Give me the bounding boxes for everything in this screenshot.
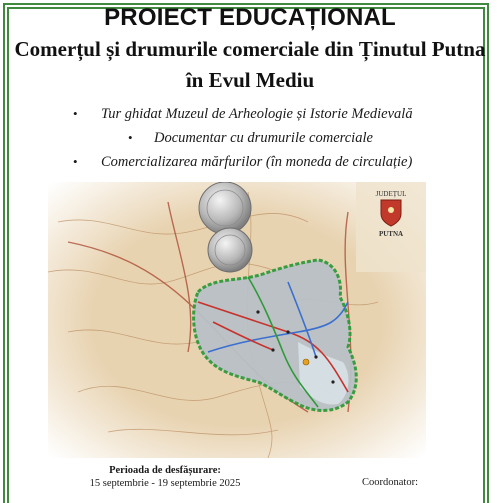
period-dates: 15 septembrie - 19 septembrie 2025 xyxy=(89,478,241,489)
bullet-icon: • xyxy=(73,106,78,121)
coordinator-label: Coordonator: xyxy=(362,477,418,488)
bullet-icon: • xyxy=(128,130,133,145)
county-label-bottom: PUTNA xyxy=(378,230,404,238)
list-item xyxy=(0,102,500,126)
coordinator-block xyxy=(335,477,445,491)
project-subtitle: Comerțul și drumurile comerciale din Ținutul Putna xyxy=(14,37,486,61)
county-label-top: JUDEȚUL xyxy=(375,190,407,198)
activity-text: Documentar cu drumurile comerciale xyxy=(154,130,373,146)
activity-text: Comercializarea mărfurilor (în moneda de circulație) xyxy=(101,154,413,170)
list-item xyxy=(0,150,500,174)
page-title: PROIECT EDUCAȚIONAL xyxy=(104,4,396,31)
period-block xyxy=(60,465,270,491)
bullet-icon: • xyxy=(73,154,78,169)
list-item xyxy=(0,126,500,150)
historical-map-image xyxy=(48,182,426,458)
project-subtitle-continuation: în Evul Mediu xyxy=(185,68,315,92)
activities-list xyxy=(0,102,500,174)
period-label: Perioada de desfășurare: xyxy=(109,465,221,476)
activity-text: Tur ghidat Muzeul de Arheologie și Istorie Medievală xyxy=(101,106,413,122)
